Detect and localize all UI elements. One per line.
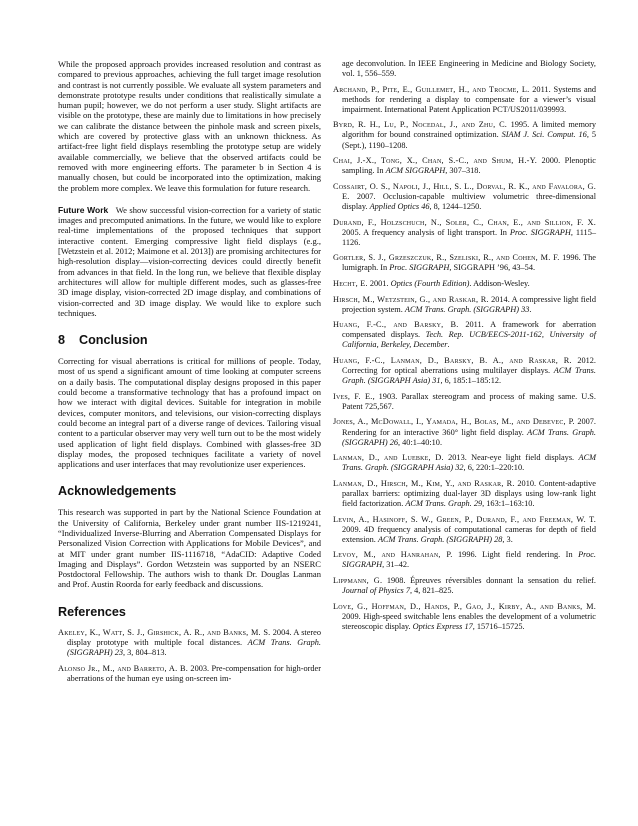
reference-venue: Proc. SIGGRAPH: [342, 550, 596, 570]
reference-venue: ACM Trans. Graph. (SIGGRAPH) 28: [377, 534, 503, 544]
reference-authors: Durand, F., Holzschuch, N., Soler, C., Chan, E., and Sillion, F. X.: [333, 217, 596, 227]
reference-venue: SIAM J. Sci. Comput. 16: [501, 130, 587, 140]
reference-venue: ACM Trans. Graph. (SIGGRAPH) 26: [342, 427, 596, 447]
reference-tail: , 31–42.: [382, 560, 410, 570]
reference-text: 1995. A limited memory algorithm for bound constrained optimization.: [342, 120, 596, 140]
reference-text: 2014. A compressive light field projection system.: [342, 294, 596, 314]
acknowledgements-heading: Acknowledgements: [58, 484, 177, 499]
reference-tail: , 40:1–40:10.: [398, 437, 443, 447]
reference-text: 2007. Occlusion-capable multiview volumetric three-dimensional display.: [342, 191, 596, 211]
reference-entry: [333, 120, 596, 150]
future-work-text: We show successful vision-correction for a variety of static images and precomputed animations. In the future, we would like to explore real-time implementations of the proposed techniques that support interactive content. Emerging compressive light field displays (e.g., [Wetzstein et al. 2012; Maimone et al. 2013]) are promising architectures for high-resolution display—vision-correcting devices could directly benefit from advances in that field. In the long run, we believe that flexible display architectures will allow for multiple different modes, such as glasses-free 3D image display, vision-corrected 2D image display, and combinations of vision-corrected and 3D image display. We would like to explore such techniques.: [58, 204, 321, 318]
reference-tail: , 8, 1244–1250.: [429, 201, 482, 211]
reference-venue: ACM SIGGRAPH: [385, 166, 446, 176]
reference-venue: Proc. SIGGRAPH: [389, 263, 450, 273]
reference-tail: , 5 (Sept.), 1190–1208.: [342, 130, 596, 150]
reference-tail: , 1115–1126.: [342, 227, 596, 247]
reference-entry: [333, 417, 596, 447]
reference-entry: [333, 602, 596, 632]
reference-venue: ACM Trans. Graph. (SIGGRAPH Asia) 31: [342, 366, 596, 386]
reference-authors: Chai, J.-X., Tong, X., Chan, S.-C., and Shum, H.-Y.: [333, 156, 537, 166]
reference-venue: Optics (Fourth Edition): [390, 279, 470, 288]
reference-text: 2010. Content-adaptive parallax barriers: optimizing dual-layer 3D displays using low-rank light field factorization.: [342, 478, 596, 508]
right-reference-list: [333, 85, 596, 632]
reference-entry: [333, 479, 596, 509]
reference-authors: Lanman, D., Hirsch, M., Kim, Y., and Raskar, R.: [333, 478, 515, 488]
acknowledgements-paragraph: This research was supported in part by the National Science Foundation at the University of California, Berkeley under grant number IIS-1219241, “Individualized Inverse-Blurring and Aberration Compensated Displays for Personalized Vision Correction with Applications for Mobile Devices”, and at MIT under grant number IIS-1116718, “AdaCID: Adaptive Coded Imaging and Displays”. Gordon Wetzstein was supported by an NSERC Postdoctoral Fellowship. The authors wish to thank Dr. Douglas Lanman and Prof. Austin Roorda for early feedback and discussions.: [58, 507, 321, 590]
reference-authors: Cossairt, O. S., Napoli, J., Hill, S. L., Dorval, R. K., and Favalora, G. E.: [333, 181, 596, 201]
reference-entry: [58, 628, 321, 658]
reference-venue: ACM Trans. Graph. 29: [405, 499, 483, 508]
right-column: [333, 59, 596, 637]
reference-authors: Ives, F. E.: [333, 391, 373, 401]
reference-text: 2004. A stereo display prototype with multiple focal distances.: [67, 627, 322, 647]
reference-venue: ACM Trans. Graph. (SIGGRAPH) 23: [67, 637, 321, 657]
reference-entry: [333, 576, 596, 596]
reference-tail: , 15716–15725.: [472, 621, 525, 631]
reference-entry: [333, 356, 596, 386]
reference-tail: .: [529, 304, 532, 314]
reference-text: 2009. 4D frequency analysis of computational cameras for depth of field extension.: [342, 524, 596, 544]
reference-authors: Huang, F.-C., and Barsky, B.: [333, 320, 459, 330]
reference-authors: Huang, F.-C., Lanman, D., Barsky, B. A., and Raskar, R.: [333, 356, 572, 366]
reference-entry: [333, 218, 596, 248]
conclusion-paragraph: Correcting for visual aberrations is critical for millions of people. Today, most of us spend a significant amount of time looking at computer screens on a daily basis. The computational display designs proposed in this paper could become a transformative technology that has a profound impact on how we interact with digital devices. Suitable for integration in mobile devices, computer monitors, and televisions, our vision-correcting displays could become an integral part of a diverse range of devices. Tailoring visual content to a particular observer may very well turn out to be the most widely used application of light field displays. Combined with glasses-free 3D display modes, the proposed techniques facilitate a variety of novel applications and user interfaces that may revolutionize user experiences.: [58, 356, 321, 470]
reference-authors: Hecht, E.: [333, 279, 368, 288]
reference-authors: Lippmann, G.: [333, 576, 383, 586]
reference-authors: Lanman, D., and Luebke, D.: [333, 453, 444, 463]
reference-text: 2005. A frequency analysis of light transport. In: [342, 227, 510, 237]
future-work-heading: Future Work: [58, 204, 109, 215]
reference-text: 2011. A framework for aberration compensated displays.: [342, 320, 596, 340]
reference-text: 2013. Near-eye light field displays.: [443, 453, 579, 463]
reference-tail: , 3, 804–813.: [123, 647, 167, 657]
references-heading: References: [58, 604, 126, 619]
reference-venue: Applied Optics 46: [369, 201, 430, 211]
reference-entry: [333, 85, 596, 115]
reference-entry: [333, 253, 596, 273]
reference-entry: [333, 295, 596, 315]
reference-authors: Love, G., Hoffman, D., Hands, P., Gao, J., Kirby, A., and Banks, M.: [333, 601, 596, 611]
reference-authors: Byrd, R. H., Lu, P., Nocedal, J., and Zhu, C.: [333, 120, 508, 130]
reference-text: 2001.: [367, 279, 391, 288]
reference-tail: , SIGGRAPH ’96, 43–54.: [449, 263, 536, 273]
reference-venue: Journal of Physics 7: [342, 586, 410, 596]
reference-tail: , 3.: [502, 534, 513, 544]
reference-authors: Alonso Jr., M., and Barreto, A. B.: [58, 663, 188, 673]
left-column: [58, 59, 321, 689]
reference-tail: , 6, 220:1–220:10.: [463, 463, 525, 473]
reference-venue: IEEE Engineering in Medicine and Biology Society: [418, 59, 594, 68]
reference-tail: . Addison-Wesley.: [469, 279, 530, 288]
left-reference-list: [58, 628, 321, 684]
reference-tail: , 6, 185:1–185:12.: [440, 376, 502, 386]
reference-text: 2012. Correcting for optical aberrations using multilayer displays.: [342, 356, 596, 376]
conclusion-title: Conclusion: [79, 333, 148, 348]
reference-venue: ACM Trans. Graph. (SIGGRAPH Asia) 32: [342, 453, 597, 473]
reference-text: 1996. Light field rendering. In: [452, 550, 579, 560]
reference-text: 2009. High-speed switchable lens enables the development of a volumetric stereoscopic display.: [342, 611, 596, 631]
reference-text: 2007. Rendering for an interactive 360° light field display.: [342, 417, 596, 437]
reference-entry: [58, 664, 321, 684]
reference-text: 2011. Systems and methods for rendering a display to compensate for a viewer’s visual impairment. International Patent Application PCT/US2011/039993.: [342, 84, 596, 114]
reference-entry: [333, 279, 596, 289]
reference-authors: Akeley, K., Watt, S. J., Girshick, A. R., and Banks, M. S.: [58, 627, 271, 637]
reference-tail: , 307–318.: [445, 166, 481, 176]
conclusion-number: 8: [58, 333, 66, 348]
reference-venue: ACM Trans. Graph. (SIGGRAPH) 33: [404, 304, 530, 314]
reference-text: 2003. Pre-compensation for high-order aberrations of the human eye using on-screen im-: [67, 663, 321, 683]
conclusion-heading: [58, 333, 321, 348]
reference-text: 1908. Épreuves réversibles donnant la sensation du relief.: [382, 576, 596, 586]
reference-tail: , 163:1–163:10.: [482, 499, 535, 508]
reference-text: age deconvolution. In: [342, 59, 419, 68]
reference-tail: , 4, 821–825.: [409, 586, 454, 596]
reference-entry: [333, 320, 596, 350]
reference-authors: Jones, A., McDowall, I., Yamada, H., Bolas, M., and Debevec, P.: [333, 417, 575, 427]
reference-entry: [333, 515, 596, 545]
reference-tail: .: [447, 340, 450, 350]
reference-venue: Tech. Rep. UCB/EECS-2011-162, University of California, Berkeley, December: [342, 330, 597, 350]
reference-authors: Levoy, M., and Hanrahan, P.: [333, 550, 453, 560]
reference-continuation: [333, 59, 596, 79]
reference-authors: Levin, A., Hasinoff, S. W., Green, P., Durand, F., and Freeman, W. T.: [333, 514, 596, 524]
reference-entry: [333, 182, 596, 212]
reference-text: , 1903. Parallax stereogram and process of making same. U.S. Patent 725,567.: [342, 391, 596, 411]
reference-text: 1996. The lumigraph. In: [342, 253, 596, 273]
reference-text: 2000. Plenoptic sampling. In: [342, 156, 596, 176]
reference-entry: [333, 550, 596, 570]
future-work-paragraph: [58, 205, 321, 318]
reference-venue: Proc. SIGGRAPH: [509, 227, 571, 237]
reference-authors: Hirsch, M., Wetzstein, G., and Raskar, R.: [333, 294, 489, 304]
reference-venue: Optics Express 17: [412, 621, 473, 631]
reference-entry: [333, 453, 596, 473]
intro-paragraph: While the proposed approach provides increased resolution and contrast as compared to previous approaches, achieving the full target image resolution and contrast is not currently possible. We evaluate all system parameters and demonstrate prototype results under conditions that realistically simulate a human pupil; however, we do not perform a user study. Slight artifacts are visible on the prototype, these are mainly due to limitations in how precisely we can calibrate the distance between the pinhole mask and screen pixels, which are covered by protective glass with an unknown thickness. As artifact-free light field displays resembling the prototype setup are widely available commercially, we believe that the observed artifacts could be removed with more engineering efforts. The parameter b in Section 4 is manually chosen, but could be incorporated into the optimization, making the problem more complex. We leave this formulation for future research.: [58, 59, 321, 193]
reference-authors: Gortler, S. J., Grzeszczuk, R., Szeliski, R., and Cohen, M. F.: [333, 253, 560, 263]
reference-tail: , vol. 1, 556–559.: [342, 59, 596, 79]
reference-entry: [333, 392, 596, 412]
reference-authors: Archand, P., Pite, E., Guillemet, H., and Trocme, L.: [333, 84, 530, 94]
reference-entry: [333, 156, 596, 176]
